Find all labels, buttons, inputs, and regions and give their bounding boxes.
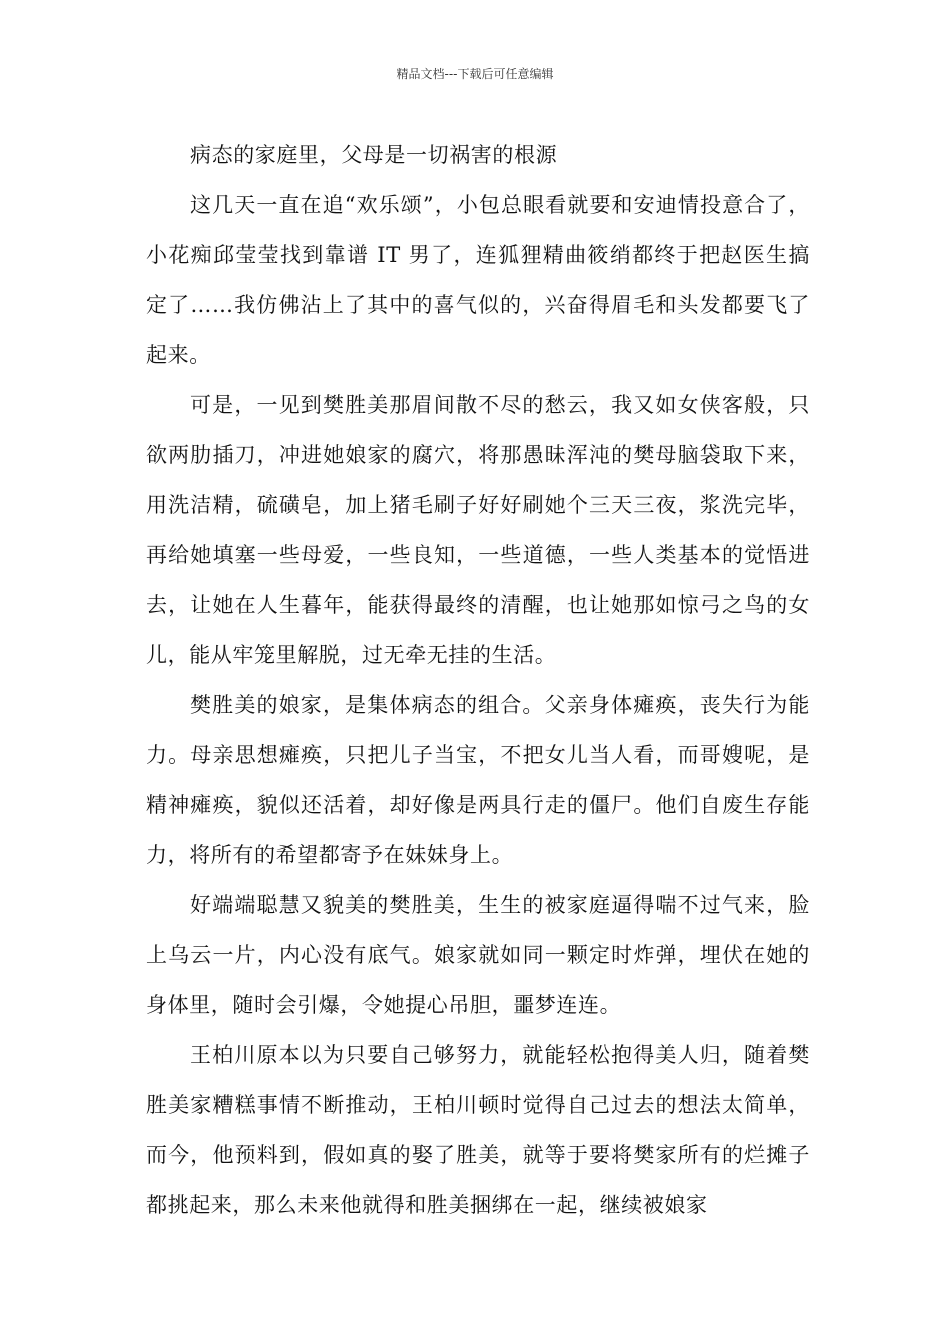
paragraph-5: 王柏川原本以为只要自己够努力，就能轻松抱得美人归，随着樊胜美家糟糕事情不断推动，王柏川顿时觉得自己过去的想法太简单，而今，他预料到，假如真的娶了胜美，就等于要将樊家所有的烂摊子都挑起来，那么未来他就得和胜美捆绑在一起，继续被娘家: [146, 1043, 810, 1217]
paragraph-4: 好端端聪慧又貌美的樊胜美，生生的被家庭逼得喘不过气来，脸上乌云一片，内心没有底气。娘家就如同一颗定时炸弹，埋伏在她的身体里，随时会引爆，令她提心吊胆，噩梦连连。: [146, 893, 810, 1017]
page-header: 精品文档---下载后可任意编辑: [396, 67, 554, 81]
article-body: [146, 130, 810, 1230]
paragraph-3: 樊胜美的娘家，是集体病态的组合。父亲身体瘫痪，丧失行为能力。母亲思想瘫痪，只把儿子当宝，不把女儿当人看，而哥嫂呢，是精神瘫痪，貌似还活着，却好像是两具行走的僵尸。他们自废生存能力，将所有的希望都寄予在妹妹身上。: [146, 693, 810, 867]
paragraph-1: 这几天一直在追“欢乐颂”，小包总眼看就要和安迪情投意合了，小花痴邱莹莹找到靠谱 IT 男了，连狐狸精曲筱绡都终于把赵医生搞定了……我仿佛沾上了其中的喜气似的，兴奋得眉毛和头发都要飞了起来。: [146, 193, 810, 367]
paragraph-2: 可是，一见到樊胜美那眉间散不尽的愁云，我又如女侠客般，只欲两肋插刀，冲进她娘家的腐穴，将那愚昧浑沌的樊母脑袋取下来，用洗洁精，硫磺皂，加上猪毛刷子好好刷她个三天三夜，浆洗完毕，再给她填塞一些母爱，一些良知，一些道德，一些人类基本的觉悟进去，让她在人生暮年，能获得最终的清醒，也让她那如惊弓之鸟的女儿，能从牢笼里解脱，过无牵无挂的生活。: [146, 393, 810, 667]
article-title: 病态的家庭里，父母是一切祸害的根源: [190, 143, 558, 167]
